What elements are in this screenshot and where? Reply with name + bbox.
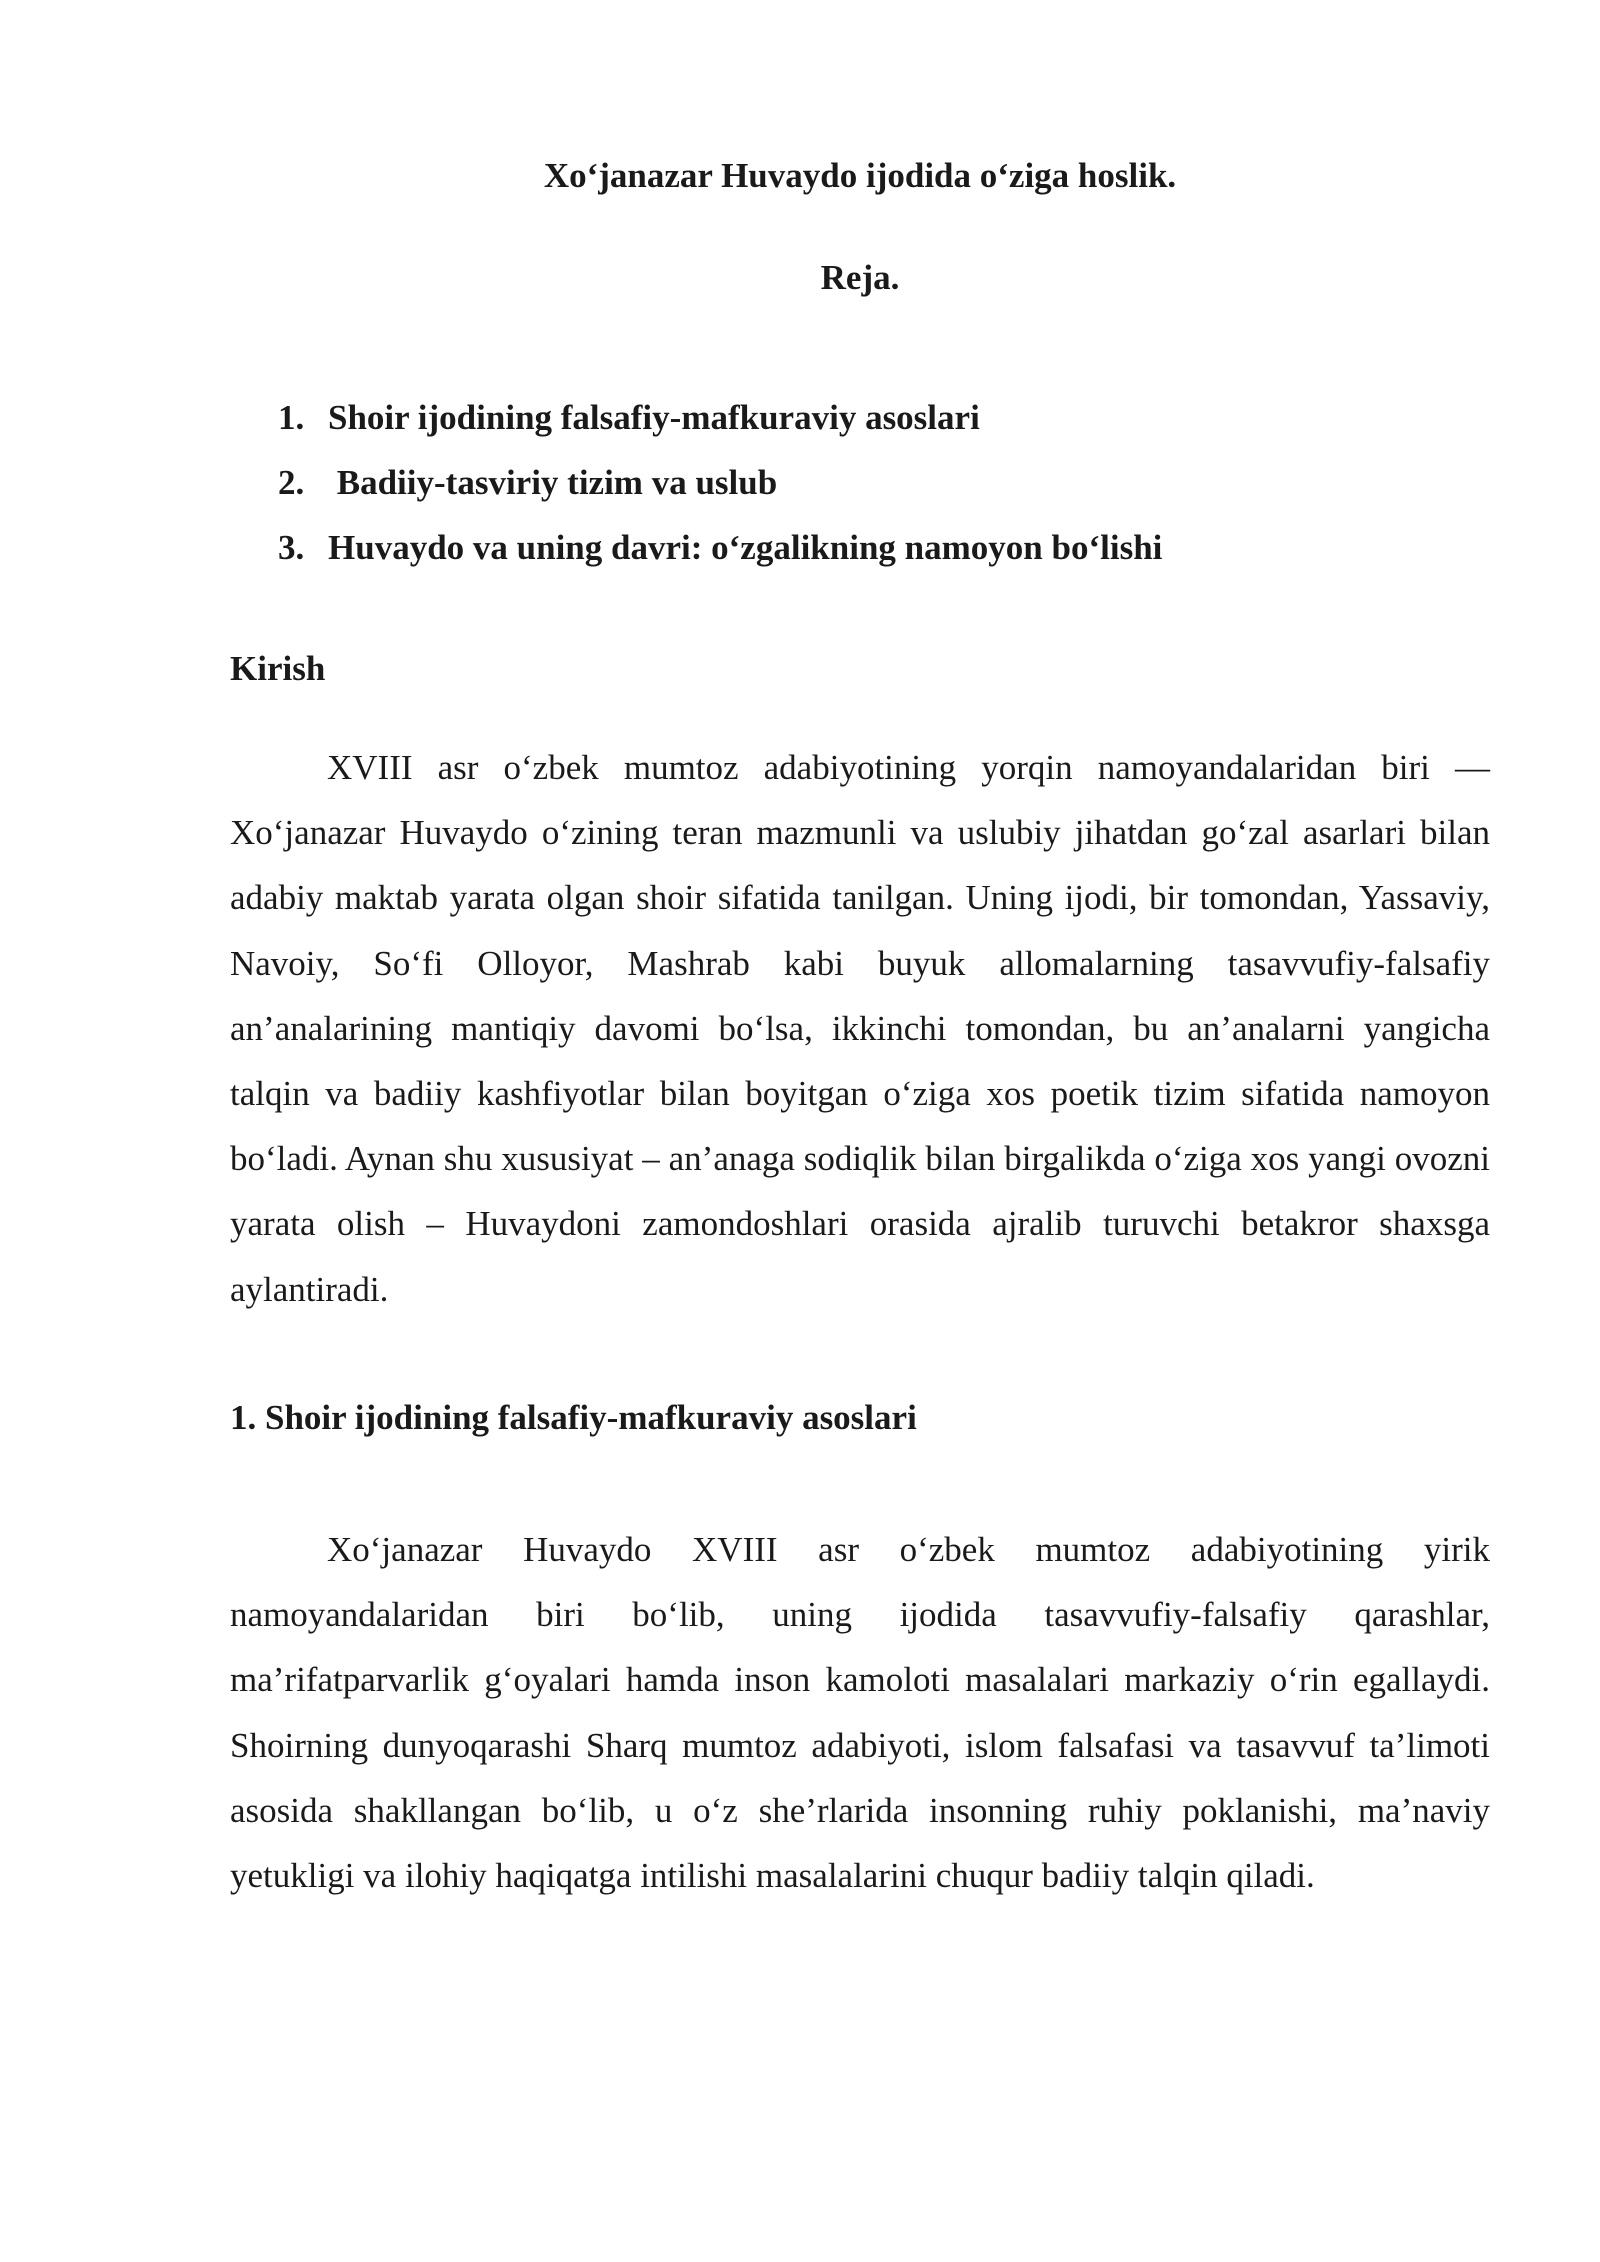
intro-paragraph: XVIII asr o‘zbek mumtoz adabiyotining yorqin namoyandalaridan biri — Xo‘janazar Huvaydo o‘zining teran mazmunli va uslubiy jihatdan go‘zal asarlari bilan adabiy maktab yarata olgan shoir sifatida tanilgan. Uning ijodi, bir tomondan, Yassaviy, Navoiy, So‘fi Olloyor, Mashrab kabi buyuk allomalarning tasavvufiy-falsafiy an’analarining mantiqiy davomi bo‘lsa, ikkinchi tomondan, bu an’analarni yangicha talqin va badiiy kashfiyotlar bilan boyitgan o‘ziga xos poetik tizim sifatida namoyon bo‘ladi. Aynan shu xususiyat – an’anaga sodiqlik bilan birgalikda o‘ziga xos yangi ovozni yarata olish – Huvaydoni zamondoshlari orasida ajralib turuvchi betakror shaxsga aylantiradi. xyxy=(230,748,1490,1309)
plan-item-number: 1. xyxy=(278,398,305,437)
plan-item-text: Huvaydo va uning davri: o‘zgalikning namoyon bo‘lishi xyxy=(328,528,1163,567)
intro-heading: Kirish xyxy=(230,649,326,688)
document-title: Xo‘janazar Huvaydo ijodida o‘ziga hoslik. xyxy=(543,156,1177,195)
plan-item-number: 2. xyxy=(278,463,305,502)
plan-item-number: 3. xyxy=(278,528,305,567)
plan-list xyxy=(278,385,1162,580)
section-1-paragraph: Xo‘janazar Huvaydo XVIII asr o‘zbek mumtoz adabiyotining yirik namoyandalaridan biri bo‘lib, uning ijodida tasavvufiy-falsafiy qarashlar, ma’rifatparvarlik g‘oyalari hamda inson kamoloti masalalari markaziy o‘rin egallaydi. Shoirning dunyoqarashi Sharq mumtoz adabiyoti, islom falsafasi va tasavvuf ta’limoti asosida shakllangan bo‘lib, u o‘z she’rlarida insonning ruhiy poklanishi, ma’naviy yetukligi va ilohiy haqiqatga intilishi masalalarini chuqur badiiy talqin qiladi. xyxy=(230,1530,1490,1896)
plan-item-text: Badiiy-tasviriy tizim va uslub xyxy=(328,463,778,502)
section-1-heading: 1. Shoir ijodining falsafiy-mafkuraviy asoslari xyxy=(230,1398,917,1437)
plan-title: Reja. xyxy=(820,258,900,297)
plan-item xyxy=(278,450,1162,515)
plan-item xyxy=(278,385,1162,450)
plan-item xyxy=(278,515,1162,580)
plan-item-text: Shoir ijodining falsafiy-mafkuraviy asoslari xyxy=(328,398,980,437)
